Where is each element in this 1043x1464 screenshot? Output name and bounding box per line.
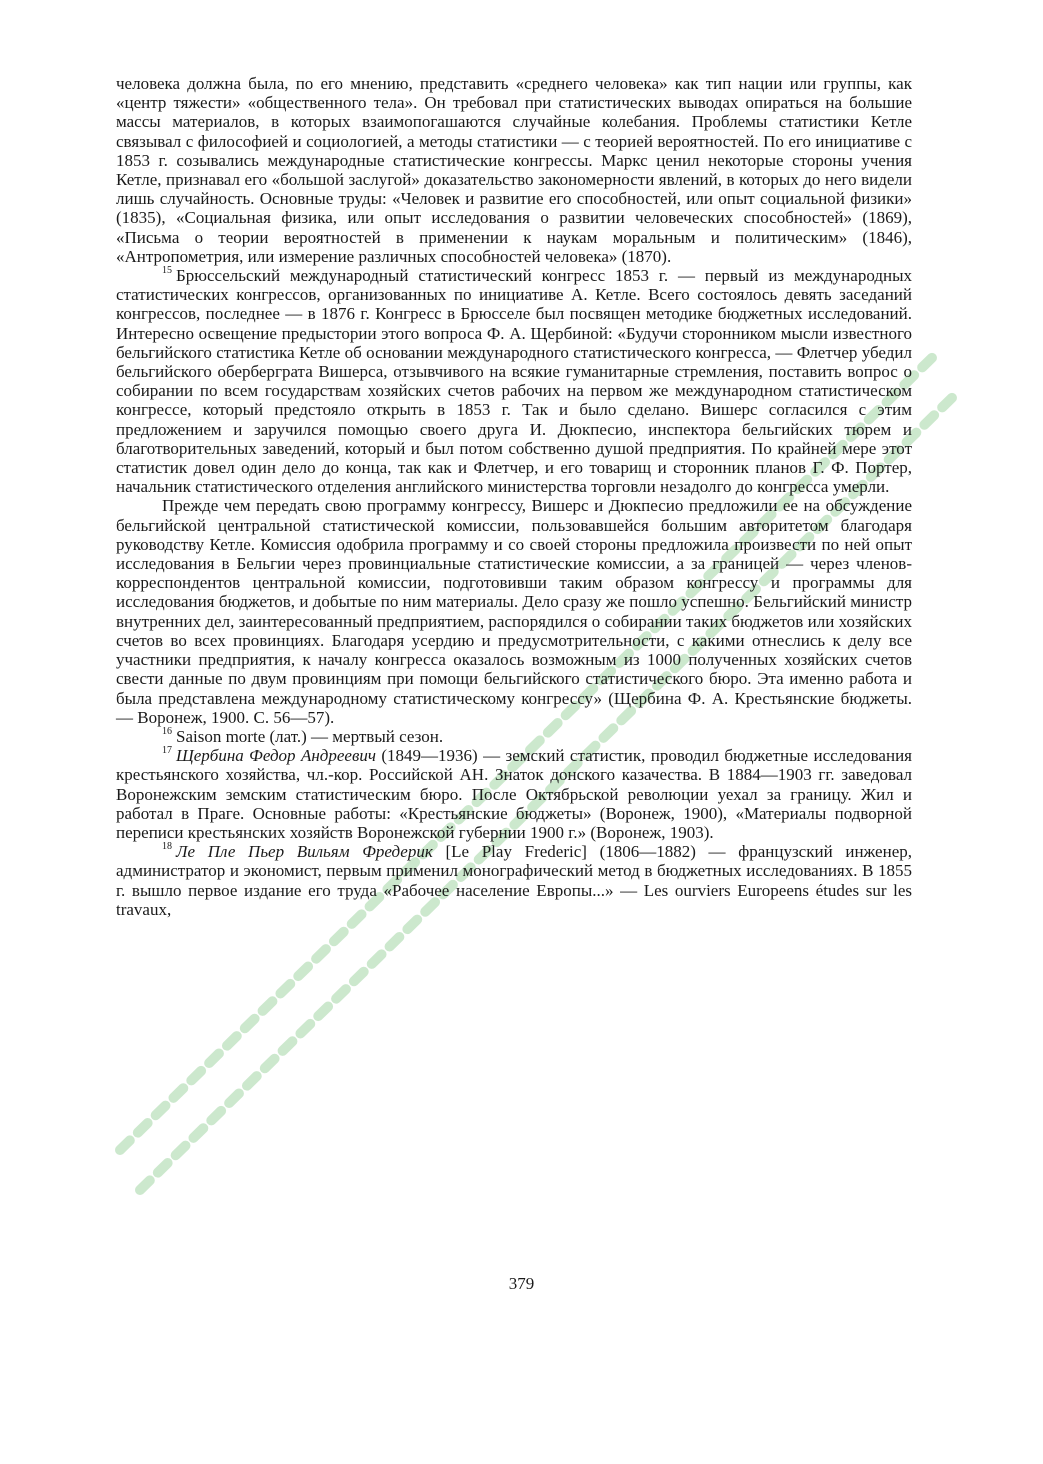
footnote-18	[116, 842, 912, 919]
footnote-18-name: Ле Пле Пьер Вильям Фредерик	[176, 842, 433, 862]
watermark-dash	[193, 1128, 203, 1138]
watermark-dash	[120, 1140, 130, 1150]
watermark-dash	[247, 1076, 257, 1086]
watermark-dash	[922, 358, 932, 368]
watermark-dash	[298, 967, 308, 977]
watermark-dash	[229, 1093, 239, 1103]
footnote-16-text: Saison morte (лат.) — мертвый сезон.	[176, 726, 444, 746]
watermark-dash	[245, 1019, 255, 1029]
page-body	[116, 74, 912, 919]
page-number: 379	[508, 1274, 535, 1293]
footnote-17-name: Щербина Федор Андреевич	[176, 746, 376, 766]
watermark-dash	[283, 1041, 293, 1051]
watermark-dash	[227, 1036, 237, 1046]
watermark-dash	[280, 984, 290, 994]
watermark-dash	[300, 1024, 310, 1034]
watermark-dash	[390, 937, 400, 947]
footnote-15-text: Брюссельский международный статистический конгресс 1853 г. — первый из международных статистических конгрессов, организованных по инициативе А. Кетле. Всего состоялось девять заседаний конгрессов, последнее — в 1876 г. Конгресс в Брюсселе был посвящен методике бюджетных исследований. Интересно освещение предыстории этого вопроса Ф. А. Щербиной: «Будучи сторонником мысли известного бельгийского статистика Кетле об основании международного статистического конгресса, — Флетчер убедил бельгийского оберберграта Вишерса, отзывчивого на всякие гуманитарные стремления, поставить вопрос о собирании по всем государствам хозяйских счетов рабочих на первом же международном статистическом конгрессе, который предстояло открыть в 1853 г. Так и было сделано. Вишерс согласился с этим предложением и заручился помощью своего друга И. Дюкпесио, инспектора бельгийских тюрем и благотворительных заведений, который и был потом собственно душой предприятия. По крайней мере этот статистик довел один дело до конца, так как и Флетчер, и его товарищ и сторонник планов Г. Ф. Портер, начальник статистического отделения английского министерства торговли незадолго до конгресса умерли.	[116, 266, 912, 497]
watermark-dash	[354, 972, 364, 982]
footnote-18-number: 18	[162, 841, 172, 853]
watermark-dash	[407, 920, 417, 930]
watermark-dash	[924, 415, 934, 425]
watermark-dash	[140, 1180, 150, 1190]
watermark-dash	[263, 1001, 273, 1011]
watermark-dash	[156, 1106, 166, 1116]
watermark-dash	[209, 1053, 219, 1063]
watermark-dash	[334, 932, 344, 942]
watermark-dash	[372, 954, 382, 964]
footnote-16	[116, 727, 912, 746]
footnote-16-number: 16	[162, 726, 172, 738]
watermark-dash	[173, 1088, 183, 1098]
watermark-dash	[318, 1007, 328, 1017]
footnote-15	[116, 266, 912, 496]
footnote-18-text: [Le Play Frederic] (1806—1882) — французский инженер, администратор и экономист, первым применил монографический метод в бюджетных исследованиях. В 1855 г. вышло первое издание его труда «Рабочее население Европы...» — Les ourviers Europeens études sur les travaux,	[116, 842, 912, 919]
footnote-15-continuation: Прежде чем передать свою программу конгрессу, Вишерс и Дюкпесио предложили ее на обсуждение бельгийской центральной статистической комиссии, пользовавшейся большим авторитетом благодаря руководству Кетле. Комиссия одобрила программу и со своей стороны предложила произвести по ней опыт исследования в Бельгии через провинциальные статистические комиссии, а за границей — через членов-корреспондентов центральной комиссии, подготовивши таким образом конгрессу и программы для исследования бюджетов, и добытые по ним материалы. Дело сразу же пошло успешно. Бельгийский министр внутренних дел, заинтересованный предприятием, распорядился о собирании таких бюджетов или хозяйских счетов во всех провинциях. Благодаря усердию и предусмотрительности, с какими отнеслись к делу все участники предприятия, к началу конгресса оказалось возможным из 1000 полученных хозяйских счетов свести данные по двум провинциям при помощи бельгийского статистического бюро. Эта именно работа и была представлена международному статистическому конгрессу» (Щербина Ф. А. Крестьянские бюджеты. — Воронеж, 1900. С. 56—57).	[116, 496, 912, 727]
watermark-dash	[336, 989, 346, 999]
watermark-dash	[265, 1059, 275, 1069]
watermark-dash	[316, 949, 326, 959]
footnote-17-number: 17	[162, 745, 172, 757]
watermark-dash	[942, 398, 952, 408]
watermark-dash	[191, 1071, 201, 1081]
watermark-dash	[176, 1146, 186, 1156]
watermark-dash	[211, 1111, 221, 1121]
intro-paragraph: человека должна была, по его мнению, представить «среднего человека» как тип нации или группы, как «центр тяжести» «общественного тела». Он требовал при статистических выводах опираться на большие массы материалов, в которых взаимопогашаются случайные колебания. Проблемы статистики Кетле связывал с философией и социологией, а методы статистики — с теорией вероятностей. По его инициативе с 1853 г. созывались международные статистические конгрессы. Маркс ценил некоторые стороны учения Кетле, признавал его «большой заслугой» доказательство закономерности явлений, в которых до него видели лишь случайность. Основные труды: «Человек и развитие его способностей, или опыт социальной физики» (1835), «Социальная физика, или опыт исследования о развитии человеческих способностей» (1869), «Письма о теории вероятностей в применении к наукам моральным и политическим» (1846), «Антропометрия, или измерение различных способностей человека» (1870).	[116, 74, 912, 266]
footnote-15-number: 15	[162, 265, 172, 277]
watermark-dash	[138, 1123, 148, 1133]
watermark-dash	[158, 1163, 168, 1173]
footnote-17-text: (1849—1936) — земский статистик, проводил бюджетные исследования крестьянского хозяйства, чл.-кор. Российской АН. Знаток донского казачества. В 1884—1903 гг. заведовал Воронежским земским статистическим бюро. После Октябрьской революции уехал за границу. Жил и работал в Праге. Основные работы: «Крестьянские бюджеты» (Воронеж, 1900), «Материалы подворной переписи крестьянских хозяйств Воронежской губернии 1900 г.» (Воронеж, 1903).	[116, 746, 912, 842]
footnote-17	[116, 746, 912, 842]
